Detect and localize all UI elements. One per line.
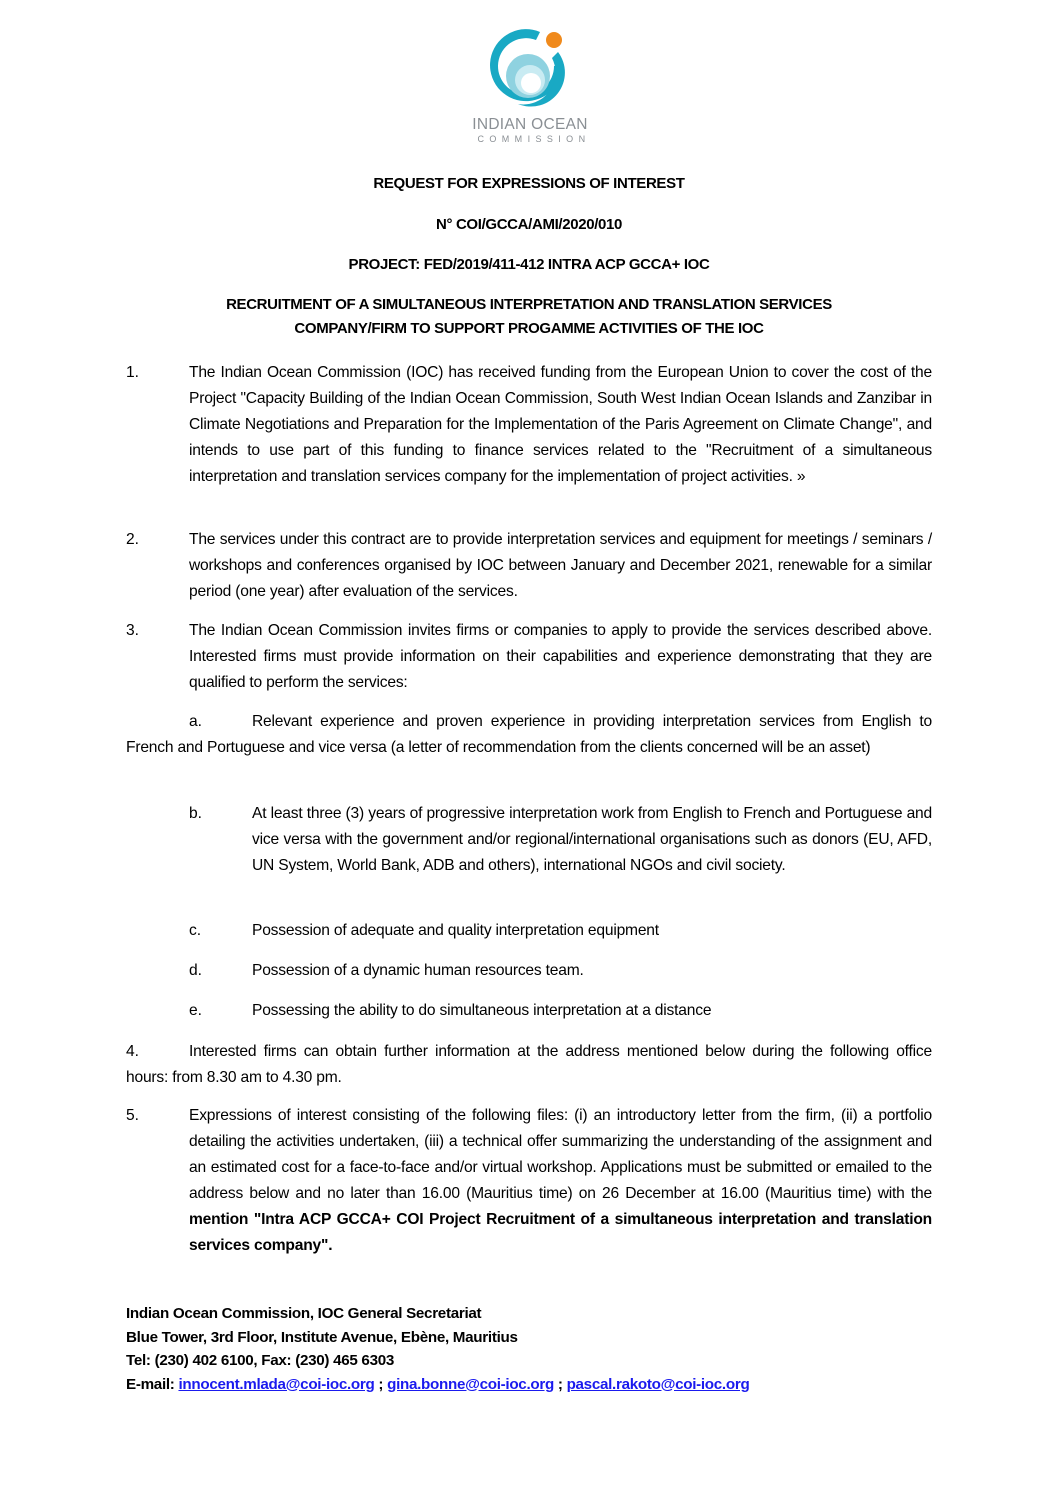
section-1-text: The Indian Ocean Commission (IOC) has received funding from the European Union to cover the cost of the Project "Capacity Building of the Indian Ocean Commission, South West Indian Ocean Islands and Zanzibar in Climate Negotiations and Preparation for the Implementation of the Paris Agreement on Climate Change", and intends to use part of this funding to finance services related to the "Recruitment of a simultaneous interpretation and translation services company for the implementation of project activities. » — [189, 364, 932, 485]
ioc-circle-logo-icon — [488, 22, 572, 112]
document-title: REQUEST FOR EXPRESSIONS OF INTEREST — [373, 175, 685, 192]
section-1-number: 1. — [126, 364, 140, 381]
criteria-item-e-letter: e. — [189, 1002, 203, 1019]
email-link-gina[interactable]: gina.bonne@coi-ioc.org — [387, 1375, 554, 1393]
address-org: Indian Ocean Commission, IOC General Secretariat — [126, 1305, 482, 1322]
email-label: E-mail: — [126, 1375, 179, 1393]
criteria-item-a — [126, 709, 932, 761]
section-4-text: Interested firms can obtain further information at the address mentioned below during the following office hours: from 8.30 am to 4.30 pm. — [126, 1043, 932, 1086]
criteria-item-a-text: Relevant experience and proven experience in providing interpretation services from English to French and Portuguese and vice versa (a letter of recommendation from the clients concerned will be an asset) — [126, 713, 932, 756]
criteria-item-b-letter: b. — [189, 805, 203, 822]
criteria-item-a-letter: a. — [189, 713, 203, 730]
email-link-innocent[interactable]: innocent.mlada@coi-ioc.org — [178, 1375, 375, 1393]
section-5-number: 5. — [126, 1107, 140, 1124]
section-5-mention: mention "Intra ACP GCCA+ COI Project Recruitment of a simultaneous interpretation and translation services company". — [189, 1211, 932, 1254]
ioc-logo — [455, 18, 605, 148]
address-street: Blue Tower, 3rd Floor, Institute Avenue, Ebène, Mauritius — [126, 1328, 518, 1346]
section-2-text: The services under this contract are to provide interpretation services and equipment for meetings / seminars / workshops and conferences organised by IOC between January and December 2021, renewable for a similar period (one year) after evaluation of the services. — [189, 531, 932, 600]
section-4-number: 4. — [126, 1043, 140, 1060]
email-separator: ; — [374, 1375, 388, 1393]
subject-line-1: RECRUITMENT OF A SIMULTANEOUS INTERPRETATION AND TRANSLATION SERVICES — [226, 296, 832, 313]
section-4 — [126, 1039, 932, 1091]
criteria-item-c-text: Possession of adequate and quality interpretation equipment — [252, 922, 659, 939]
criteria-item-d-letter: d. — [189, 962, 203, 979]
section-3-number: 3. — [126, 622, 140, 639]
logo-name: INDIAN OCEAN — [472, 116, 588, 133]
logo-subname: COMMISSION — [477, 134, 591, 144]
address-block — [126, 1302, 749, 1396]
criteria-item-b-text: At least three (3) years of progressive interpretation work from English to French and Portuguese and vice versa with the government and/or regional/international organisations such as donors (EU, AFD, UN System, World Bank, ADB and others), international NGOs and civil society. — [252, 805, 932, 874]
project-code: PROJECT: FED/2019/411-412 INTRA ACP GCCA+ IOC — [348, 256, 710, 273]
address-emails — [126, 1373, 749, 1397]
reference-number: N° COI/GCCA/AMI/2020/010 — [436, 216, 622, 233]
section-5 — [189, 1103, 932, 1259]
address-phone: Tel: (230) 402 6100, Fax: (230) 465 6303 — [126, 1352, 395, 1369]
subject-line-2: COMPANY/FIRM TO SUPPORT PROGAMME ACTIVITIES OF THE IOC — [294, 320, 764, 337]
email-link-pascal[interactable]: pascal.rakoto@coi-ioc.org — [566, 1375, 750, 1393]
criteria-item-c-letter: c. — [189, 922, 202, 939]
section-2-number: 2. — [126, 531, 140, 548]
email-separator: ; — [553, 1375, 567, 1393]
section-3-text: The Indian Ocean Commission invites firms or companies to apply to provide the services described above. Interested firms must provide information on their capabilities and experience demonstrating that they are qualified to perform the services: — [189, 622, 932, 691]
criteria-item-d-text: Possession of a dynamic human resources team. — [252, 962, 584, 979]
criteria-item-e-text: Possessing the ability to do simultaneous interpretation at a distance — [252, 1002, 712, 1019]
section-5-text: Expressions of interest consisting of the following files: (i) an introductory letter from the firm, (ii) a portfolio detailing the activities undertaken, (iii) a technical offer summarizing the understanding of the assignment and an estimated cost for a face-to-face and/or virtual workshop. Applications must be submitted or emailed to the address below and no later than 16.00 (Mauritius time) on 26 December at 16.00 (Mauritius time) with the — [189, 1107, 932, 1202]
